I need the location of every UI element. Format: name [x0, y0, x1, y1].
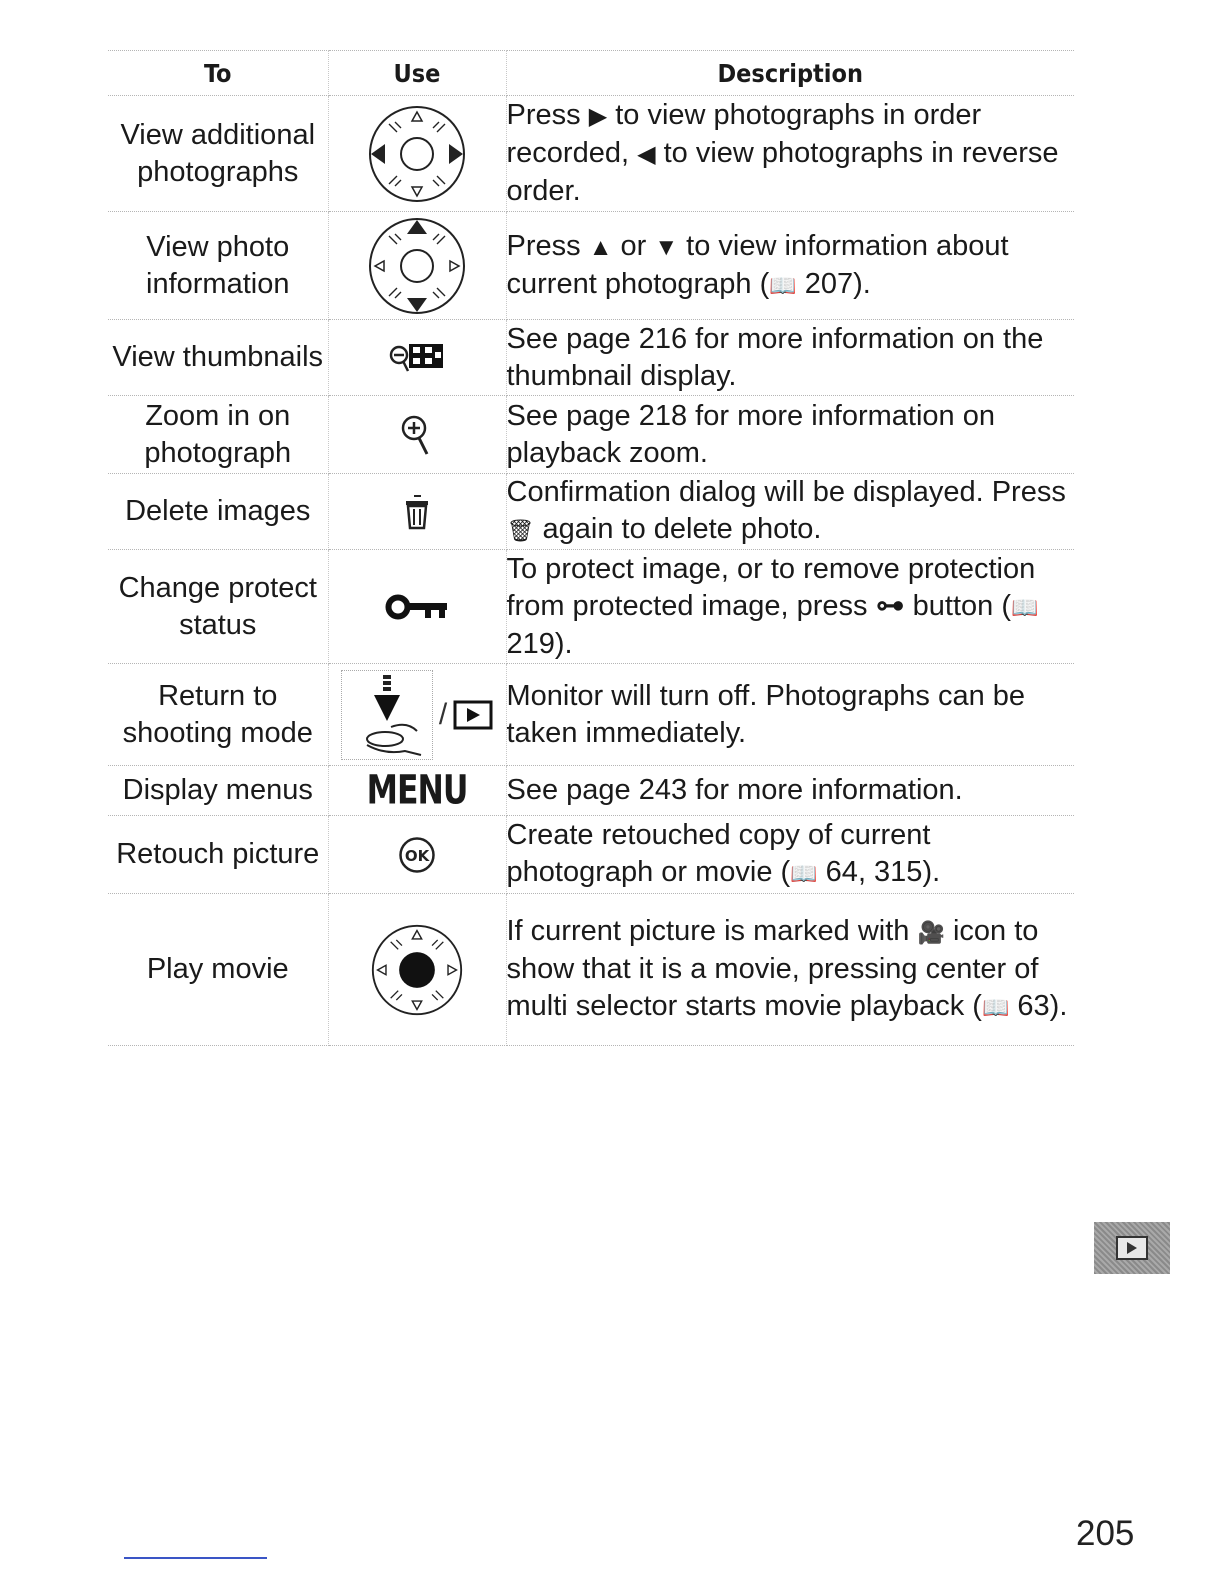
ok-button-icon — [398, 836, 436, 874]
table-row — [108, 550, 1074, 664]
row-to: Delete images — [108, 474, 328, 550]
right-arrow-icon: ▶ — [588, 103, 608, 130]
up-arrow-icon: ▲ — [588, 233, 613, 261]
trash-icon — [402, 492, 432, 532]
row-description: See page 218 for more information on playback zoom. — [506, 396, 1074, 474]
left-arrow-icon: ◀ — [637, 141, 656, 168]
book-icon: 📖 — [769, 272, 797, 298]
row-to: View thumbnails — [108, 320, 328, 396]
menu-button-label: MENU — [366, 767, 468, 814]
row-to: Return to shooting mode — [108, 664, 328, 766]
header-description: Description — [506, 51, 1074, 96]
table-row — [108, 664, 1074, 766]
multi-selector-left-right-icon — [367, 104, 467, 204]
multi-selector-center-icon — [370, 923, 464, 1017]
row-to: Retouch picture — [108, 816, 328, 894]
book-icon: 📖 — [1011, 594, 1039, 620]
book-icon: 📖 — [981, 995, 1010, 1020]
table-row — [108, 816, 1074, 894]
table-header-row — [108, 51, 1074, 96]
table-row — [108, 894, 1074, 1046]
protect-inline-icon: ⊶ — [875, 589, 905, 622]
row-to: View additional photographs — [108, 96, 328, 212]
table-row — [108, 212, 1074, 320]
table-row — [108, 474, 1074, 550]
table-row — [108, 766, 1074, 816]
multi-selector-up-down-icon — [367, 216, 467, 316]
table-row — [108, 96, 1074, 212]
trash-inline-icon: 🗑 — [506, 518, 535, 543]
operations-table — [108, 50, 1074, 1046]
table-row — [108, 396, 1074, 474]
row-description: To protect image, or to remove protection from protected image, press ⊶ button (📖 219). — [506, 550, 1074, 664]
movie-inline-icon: 🎥 — [917, 920, 945, 945]
row-description: Monitor will turn off. Photographs can be taken immediately. — [506, 664, 1074, 766]
header-use: Use — [328, 51, 506, 96]
table-row — [108, 320, 1074, 396]
thumbnail-zoom-out-icon — [387, 338, 447, 378]
row-description: Confirmation dialog will be displayed. Press 🗑 again to delete photo. — [506, 474, 1074, 550]
zoom-in-icon — [397, 411, 437, 459]
shutter-release-icon — [345, 673, 429, 757]
row-description: If current picture is marked with 🎥 icon to show that it is a movie, pressing center of multi selector starts movie playback (📖 63). — [506, 894, 1074, 1046]
row-to: Zoom in on photograph — [108, 396, 328, 474]
header-to: To — [108, 51, 328, 96]
icon-separator: / — [438, 697, 448, 731]
row-description: Create retouched copy of current photograph or movie (📖 64, 315). — [506, 816, 1074, 894]
playback-section-tab — [1094, 1222, 1170, 1274]
row-to: Change protect status — [108, 550, 328, 664]
svg-text:OK: OK — [404, 846, 430, 865]
protect-key-icon — [385, 590, 449, 624]
row-to: Display menus — [108, 766, 328, 816]
row-to: Play movie — [108, 894, 328, 1046]
down-arrow-icon: ▼ — [654, 233, 679, 261]
row-description: See page 216 for more information on the thumbnail display. — [506, 320, 1074, 396]
playback-button-icon — [453, 700, 493, 730]
footer-link-underline — [124, 1557, 267, 1559]
book-icon: 📖 — [790, 861, 818, 886]
row-description: Press ▶ to view photographs in order recorded, ◀ to view photographs in reverse order. — [506, 96, 1074, 212]
page-number: 205 — [1076, 1514, 1135, 1553]
row-description: Press ▲ or ▼ to view information about current photograph (📖 207). — [506, 212, 1074, 320]
row-description: See page 243 for more information. — [506, 766, 1074, 816]
playback-icon — [1115, 1235, 1149, 1261]
row-to: View photo information — [108, 212, 328, 320]
